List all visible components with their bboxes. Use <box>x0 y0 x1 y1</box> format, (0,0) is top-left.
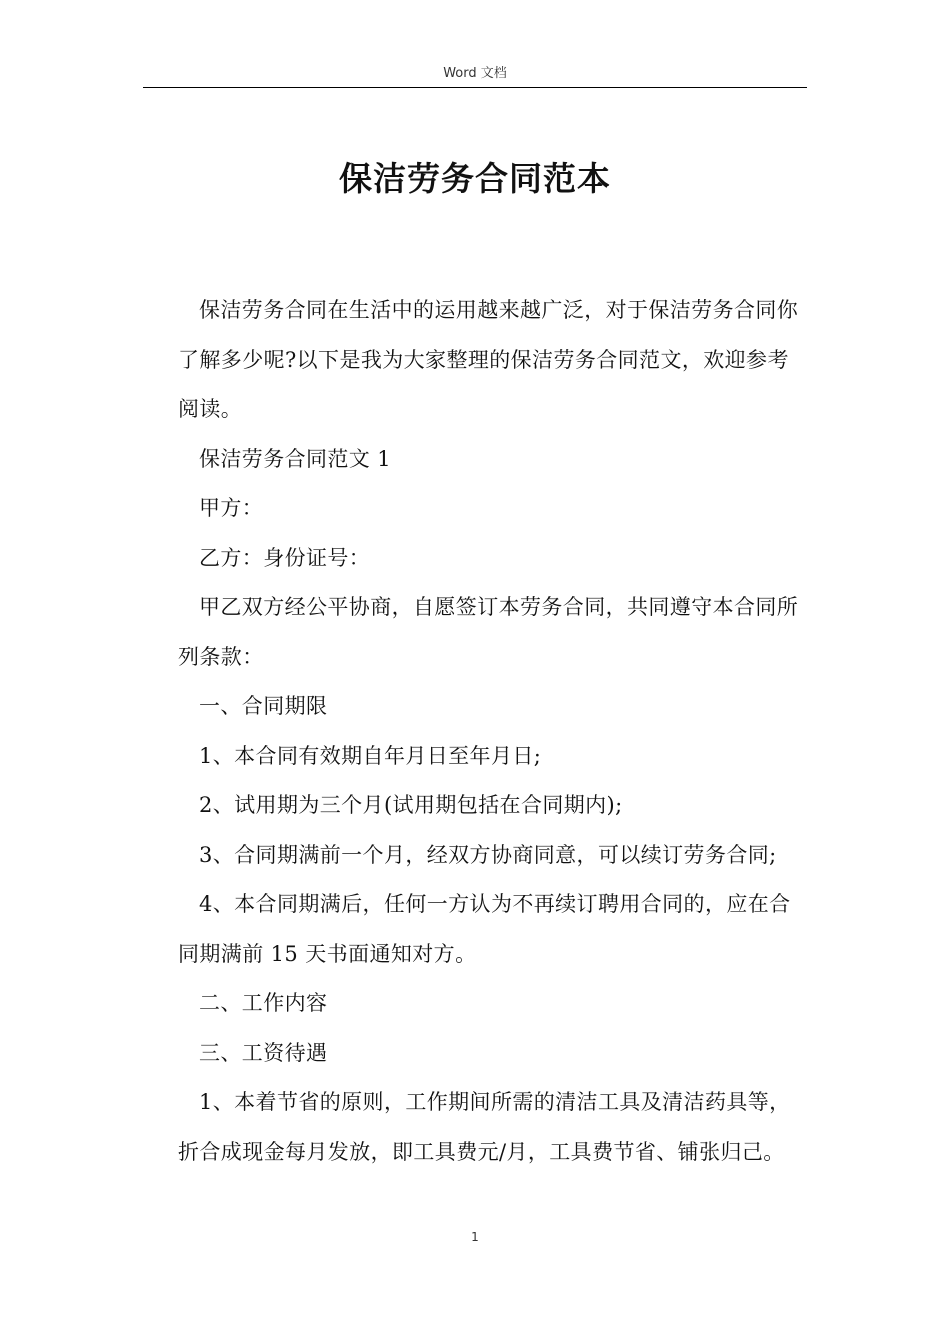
party-b-line: 乙方：身份证号： <box>199 545 371 570</box>
clause-heading: 三、工资待遇 <box>199 1040 328 1065</box>
clause-item: 1、本合同有效期自年月日至年月日; <box>199 743 542 768</box>
clause-item: 1、本着节省的原则，工作期间所需的清洁工具及清洁药具等，折合成现金每月发放，即工具费元/月，工具费节省、铺张归己。 <box>178 1090 791 1164</box>
agreement-paragraph: 甲乙双方经公平协商，自愿签订本劳务合同，共同遵守本合同所列条款： <box>178 595 799 669</box>
section-heading: 保洁劳务合同范文 1 <box>199 446 392 471</box>
clause-heading: 一、合同期限 <box>199 694 328 718</box>
document-body <box>178 286 804 1177</box>
document-title: 保洁劳务合同范本 <box>339 159 611 198</box>
header-divider <box>143 87 807 88</box>
page-number: 1 <box>471 1230 479 1244</box>
page-header: Word 文档 <box>443 66 507 81</box>
intro-paragraph: 保洁劳务合同在生活中的运用越来越广泛，对于保洁劳务合同你了解多少呢?以下是我为大家整理的保洁劳务合同范文，欢迎参考阅读。 <box>178 298 799 421</box>
clause-item: 2、试用期为三个月(试用期包括在合同期内); <box>199 793 623 817</box>
party-a-line: 甲方： <box>199 496 264 520</box>
clause-item: 4、本合同期满后，任何一方认为不再续订聘用合同的，应在合同期满前 15 天书面通知对方。 <box>178 892 791 966</box>
clause-heading: 二、工作内容 <box>199 991 328 1015</box>
clause-item: 3、合同期满前一个月，经双方协商同意，可以续订劳务合同; <box>199 842 777 867</box>
